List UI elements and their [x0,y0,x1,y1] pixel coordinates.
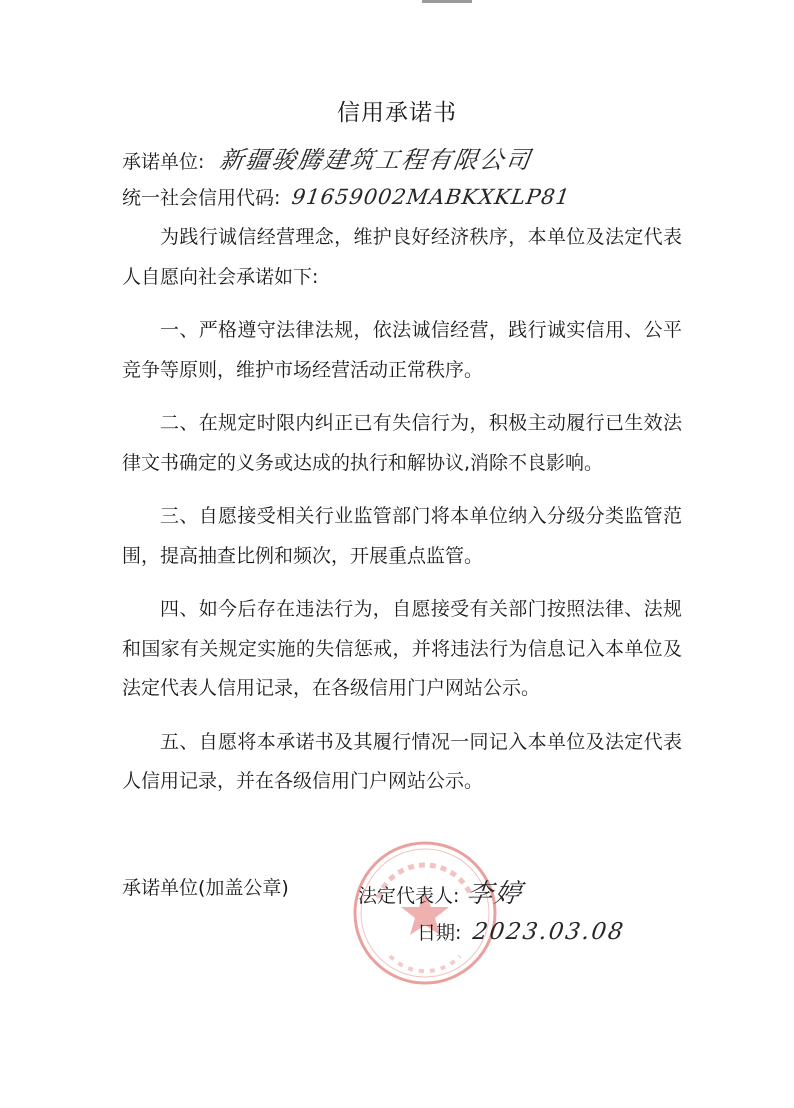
unit-line [122,140,535,175]
official-seal-stamp [350,838,500,988]
clause-paragraph-4: 四、如今后存在违法行为，自愿接受有关部门按照法律、法规和国家有关规定实施的失信惩戒，并将违法行为信息记入本单位及法定代表人信用记录，在各级信用门户网站公示。 [122,598,682,699]
unit-name-handwritten: 新疆骏腾建筑工程有限公司 [218,146,535,174]
unit-label: 承诺单位: [122,151,205,173]
credit-code-line [122,183,571,210]
document-title: 信用承诺书 [337,100,457,126]
credit-code-label: 统一社会信用代码: [122,187,281,209]
legal-rep-line [358,873,526,910]
unit-seal-label: 承诺单位(加盖公章) [122,877,289,899]
date-line [417,918,625,945]
clause-paragraph-5: 五、自愿将本承诺书及其履行情况一同记入本单位及法定代表人信用记录，并在各级信用门户网站公示。 [122,730,682,792]
date-handwritten: 2023.03.08 [471,919,627,945]
clause-paragraph-1: 一、严格遵守法律法规，依法诚信经营，践行诚实信用、公平竞争等原则，维护市场经营活动正常秩序。 [122,319,682,381]
legal-rep-label: 法定代表人: [358,885,460,907]
commitment-body [122,218,682,816]
intro-paragraph: 为践行诚信经营理念，维护良好经济秩序，本单位及法定代表人自愿向社会承诺如下: [122,226,682,288]
credit-code-handwritten: 91659002MABKXKLP81 [290,185,573,209]
clause-paragraph-2: 二、在规定时限内纠正已有失信行为，积极主动履行已生效法律文书确定的义务或达成的执行和解协议,消除不良影响。 [122,412,682,474]
scan-edge-mark [422,0,472,3]
legal-rep-signature: 李婷 [464,879,526,909]
date-label: 日期: [417,922,462,944]
clause-paragraph-3: 三、自愿接受相关行业监管部门将本单位纳入分级分类监管范围，提高抽查比例和频次，开展重点监管。 [122,505,682,567]
